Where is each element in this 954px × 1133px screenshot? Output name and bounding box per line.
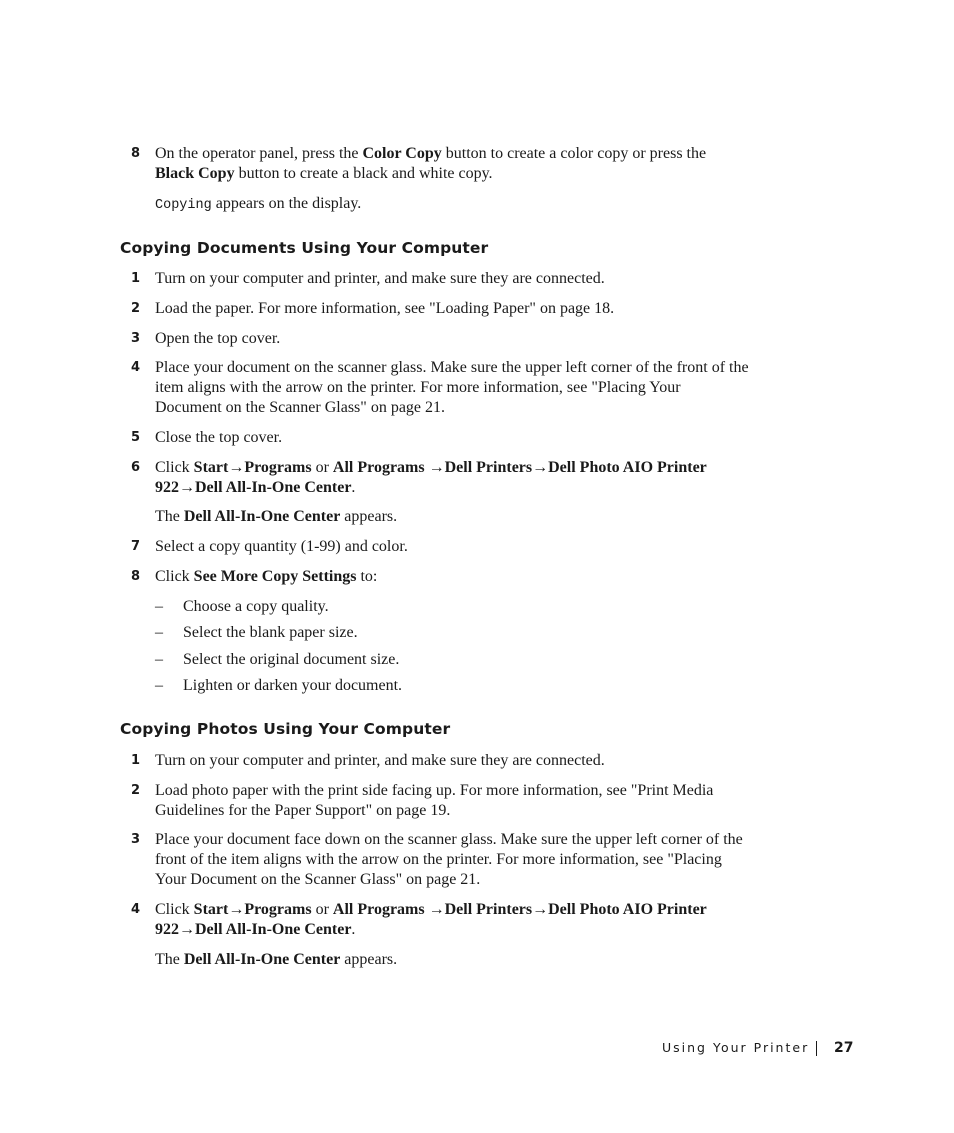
step-number: 6 bbox=[131, 460, 141, 475]
step-number: 2 bbox=[131, 783, 141, 798]
text-run: → bbox=[179, 479, 195, 496]
dash-bullet: – bbox=[155, 677, 163, 694]
step-number: 1 bbox=[131, 753, 141, 768]
text-run: or bbox=[311, 459, 333, 476]
text-run: button to create a color copy or press the bbox=[441, 145, 707, 162]
step-number: 3 bbox=[131, 331, 141, 346]
step-text bbox=[155, 329, 749, 349]
step-text bbox=[155, 269, 749, 289]
sub-item-text: Select the blank paper size. bbox=[183, 624, 358, 641]
page-number: 27 bbox=[834, 1040, 854, 1056]
text-run: Select a copy quantity (1-99) and color. bbox=[155, 538, 408, 555]
text-run: The bbox=[155, 508, 184, 525]
step-number: 4 bbox=[131, 360, 141, 375]
step-text bbox=[155, 830, 749, 890]
text-run: appears. bbox=[340, 951, 398, 968]
footer-section-title: Using Your Printer bbox=[662, 1040, 810, 1055]
display-note-text: appears on the display. bbox=[211, 195, 362, 212]
center-note bbox=[155, 950, 755, 970]
section-heading-documents: Copying Documents Using Your Computer bbox=[120, 239, 489, 257]
display-code: Copying bbox=[155, 198, 212, 213]
bold-text: Dell All-In-One Center bbox=[195, 921, 352, 938]
step-text bbox=[155, 144, 749, 184]
text-run: → bbox=[532, 901, 549, 918]
section-heading-photos: Copying Photos Using Your Computer bbox=[120, 720, 451, 738]
text-run: → bbox=[424, 901, 445, 918]
text-run: appears. bbox=[340, 508, 398, 525]
step-text bbox=[155, 781, 715, 821]
dash-bullet: – bbox=[155, 598, 163, 615]
step-text bbox=[155, 751, 749, 771]
text-run: → bbox=[532, 459, 549, 476]
step-text bbox=[155, 537, 749, 557]
bold-text: All Programs bbox=[332, 459, 425, 476]
bold-text: Dell Printers bbox=[444, 901, 533, 918]
text-run: Turn on your computer and printer, and make sure they are connected. bbox=[155, 270, 605, 287]
text-run: Place your document face down on the scanner glass. Make sure the upper left corner of the front of the item aligns with the arrow on the printer. For more information, see "Placing Your Document on the Scanner Glass" on page 21. bbox=[155, 831, 743, 888]
step-number: 8 bbox=[131, 569, 141, 584]
text-run: Close the top cover. bbox=[155, 429, 283, 446]
bold-text: Programs bbox=[244, 901, 312, 918]
bold-text: Programs bbox=[244, 459, 312, 476]
bold-text: Black Copy bbox=[155, 165, 235, 182]
bold-text: Dell Photo AIO Printer 922 bbox=[155, 459, 707, 496]
sub-item-text: Choose a copy quality. bbox=[183, 598, 329, 615]
bold-text: Dell All-In-One Center bbox=[183, 508, 341, 525]
text-run: → bbox=[424, 459, 445, 476]
dash-bullet: – bbox=[155, 651, 163, 668]
text-run: Turn on your computer and printer, and make sure they are connected. bbox=[155, 752, 605, 769]
step-number: 8 bbox=[131, 146, 141, 161]
step-number: 4 bbox=[131, 902, 141, 917]
text-run: Load the paper. For more information, see "Loading Paper" on page 18. bbox=[155, 300, 615, 317]
text-run: → bbox=[228, 901, 245, 918]
step-text bbox=[155, 428, 749, 448]
step-text bbox=[155, 567, 749, 587]
bold-text: Dell All-In-One Center bbox=[195, 479, 352, 496]
step-number: 2 bbox=[131, 301, 141, 316]
bold-text: Color Copy bbox=[362, 145, 442, 162]
step-text bbox=[155, 900, 725, 940]
dash-bullet: – bbox=[155, 624, 163, 641]
bold-text: Dell Photo AIO Printer 922 bbox=[155, 901, 707, 938]
text-run: Click bbox=[155, 901, 194, 918]
bold-text: Dell All-In-One Center bbox=[183, 951, 341, 968]
text-run: Place your document on the scanner glass. Make sure the upper left corner of the front of the item aligns with the arrow on the printer. For more information, see "Placing Your Document on the Scanner Glass" on page 21. bbox=[155, 359, 749, 416]
sub-item-text: Select the original document size. bbox=[183, 651, 400, 668]
step-number: 7 bbox=[131, 539, 141, 554]
step-text bbox=[155, 458, 725, 498]
text-run: → bbox=[228, 459, 245, 476]
text-run: . bbox=[351, 921, 356, 938]
bold-text: All Programs bbox=[332, 901, 425, 918]
text-run: Load photo paper with the print side facing up. For more information, see "Print Media Guidelines for the Paper Support" on page 19. bbox=[155, 782, 714, 819]
footer-divider bbox=[816, 1041, 817, 1056]
bold-text: Start bbox=[193, 459, 229, 476]
step-text bbox=[155, 299, 749, 319]
step-text bbox=[155, 358, 749, 418]
text-run: Open the top cover. bbox=[155, 330, 281, 347]
text-run: Click bbox=[155, 459, 194, 476]
text-run: . bbox=[351, 479, 356, 496]
text-run: The bbox=[155, 951, 184, 968]
bold-text: Start bbox=[193, 901, 229, 918]
sub-item-text: Lighten or darken your document. bbox=[183, 677, 403, 694]
bold-text: See More Copy Settings bbox=[193, 568, 357, 585]
step-number: 1 bbox=[131, 271, 141, 286]
step-number: 3 bbox=[131, 832, 141, 847]
text-run: → bbox=[179, 921, 195, 938]
bold-text: Dell Printers bbox=[444, 459, 533, 476]
text-run: On the operator panel, press the bbox=[155, 145, 363, 162]
display-note bbox=[155, 194, 755, 216]
text-run: Click bbox=[155, 568, 194, 585]
center-note bbox=[155, 507, 755, 527]
text-run: button to create a black and white copy. bbox=[234, 165, 493, 182]
text-run: or bbox=[311, 901, 333, 918]
text-run: to: bbox=[356, 568, 378, 585]
step-number: 5 bbox=[131, 430, 141, 445]
